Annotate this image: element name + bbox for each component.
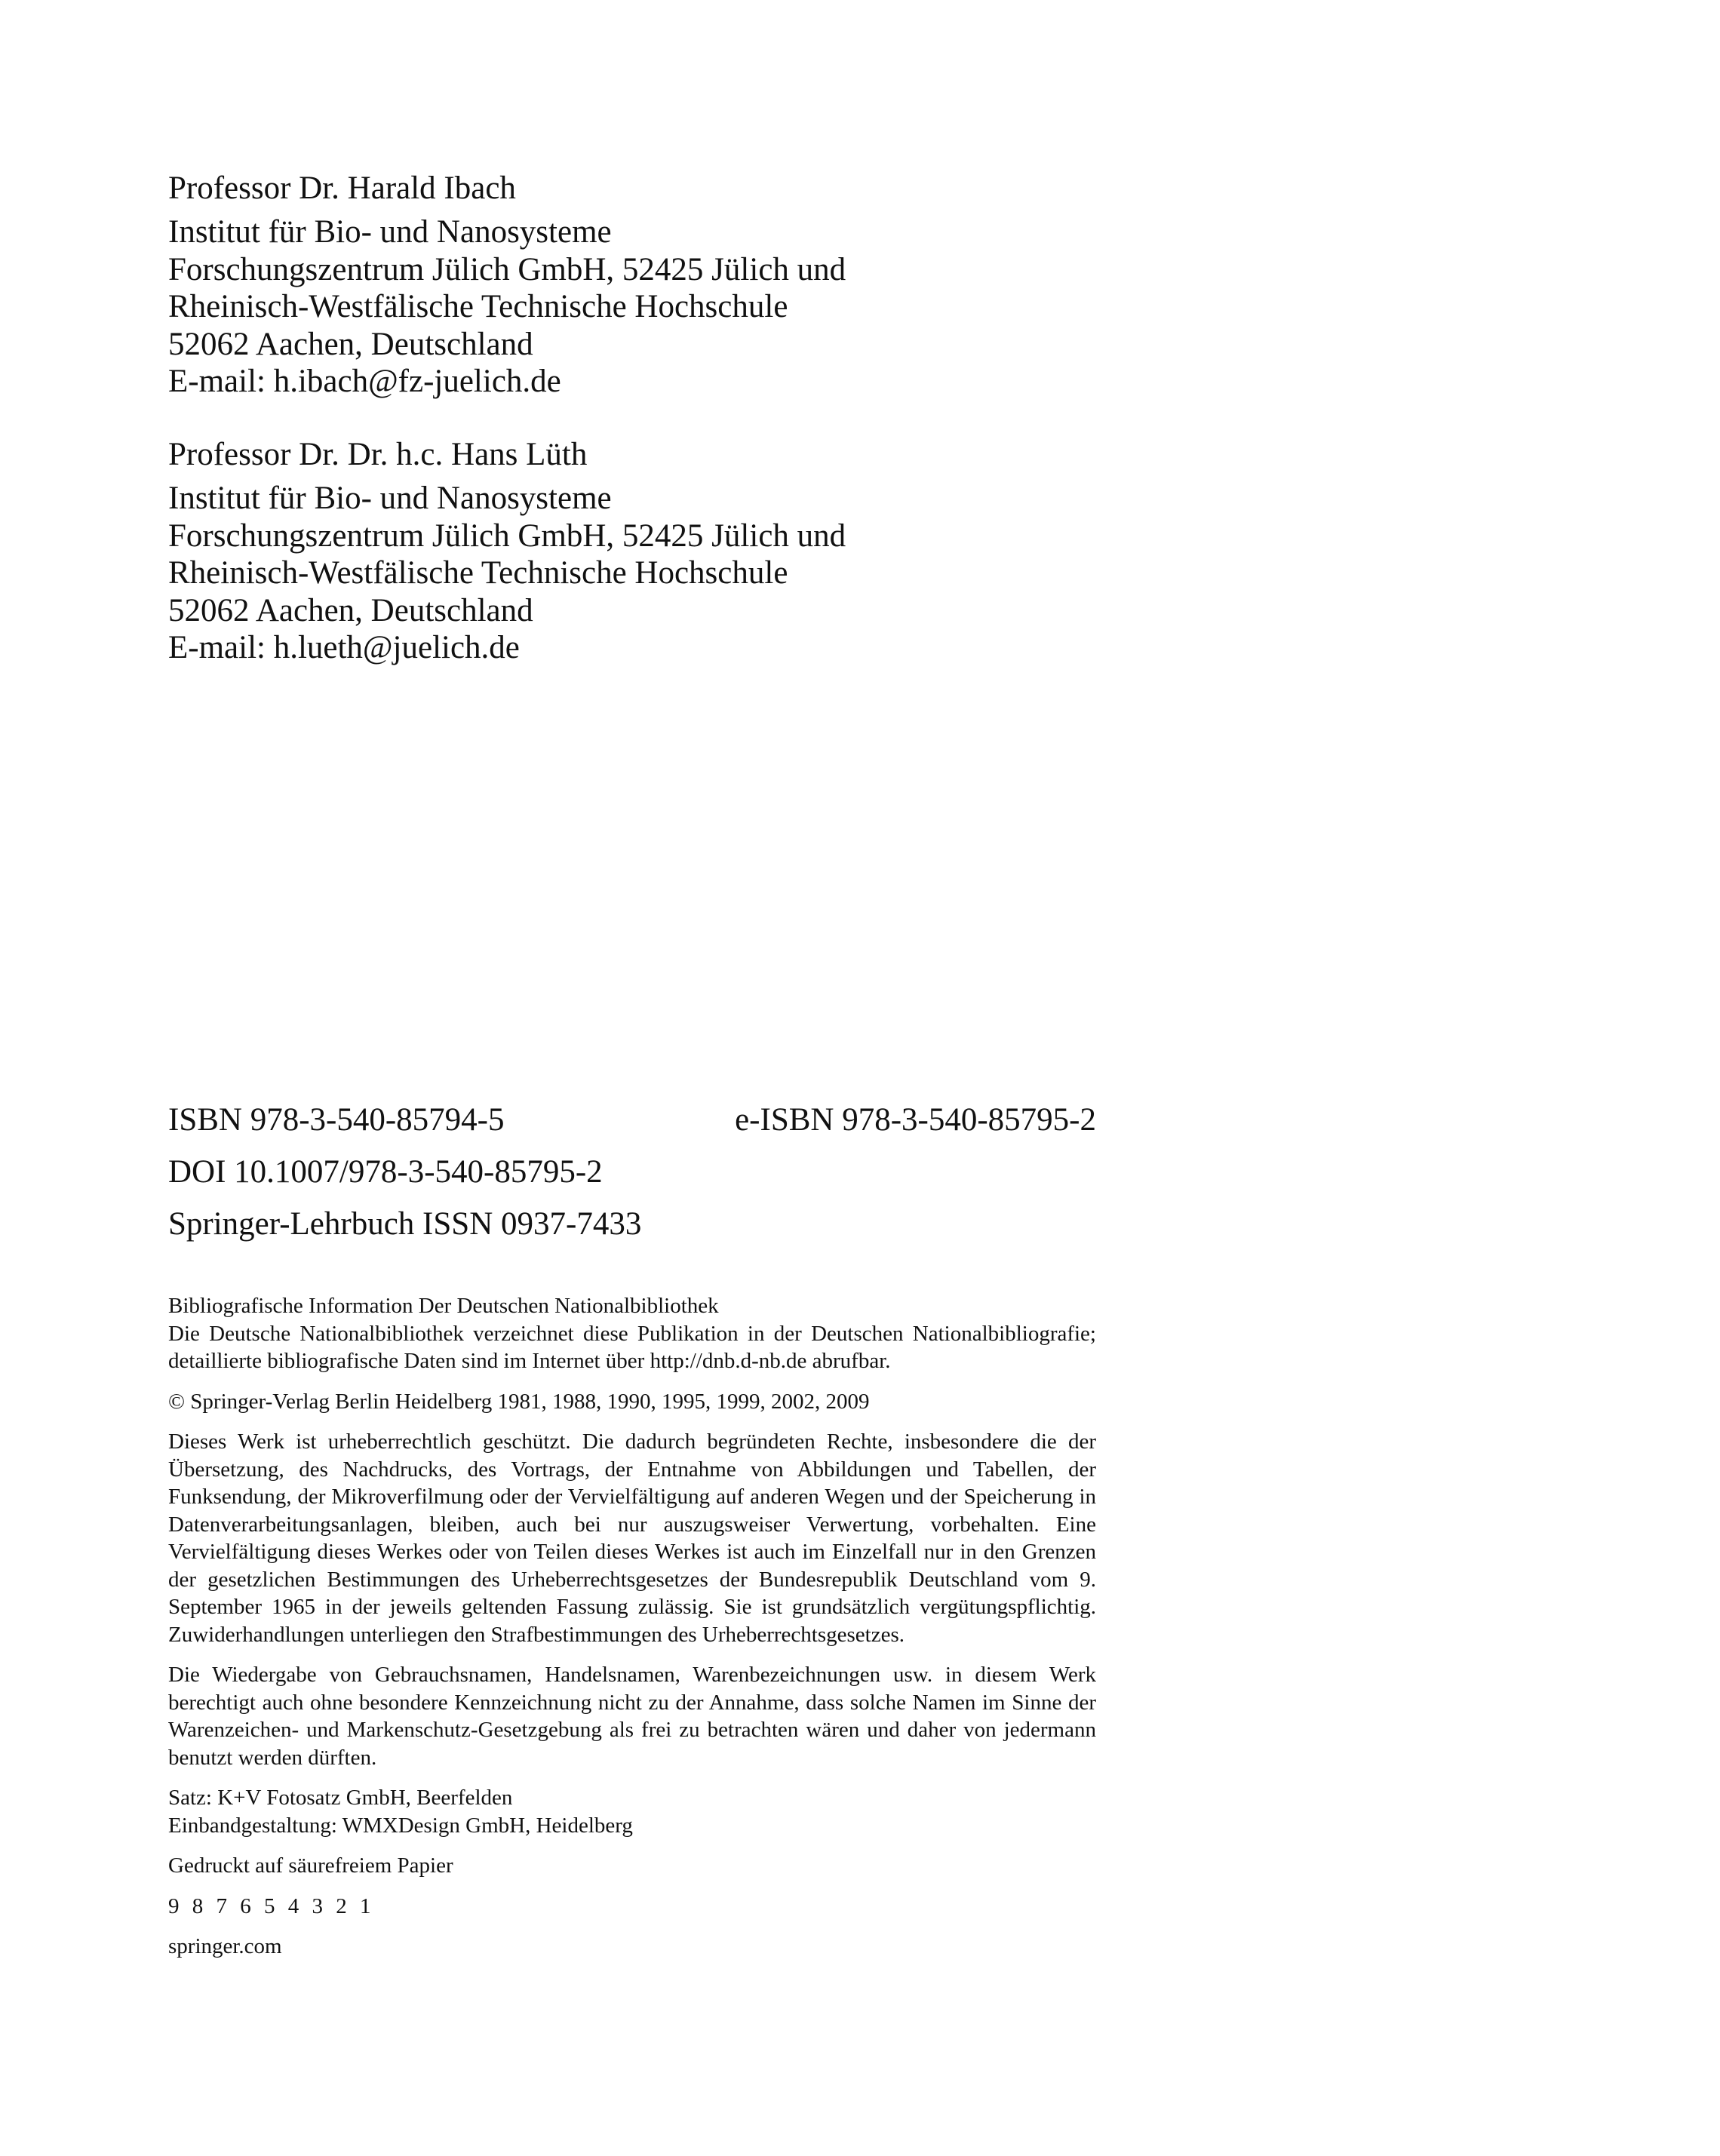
isbn-row [168,1101,1096,1139]
author-center: Forschungszentrum Jülich GmbH, 52425 Jülich und [168,251,846,287]
author-center: Forschungszentrum Jülich GmbH, 52425 Jülich und [168,518,846,554]
rights-paragraph: Dieses Werk ist urheberrechtlich geschützt. Die dadurch begründeten Rechte, insbesondere die der Übersetzung, des Nachdrucks, des Vortrags, der Entnahme von Abbildungen und Tabellen, der Funksendung, der Mikroverfilmung oder der Vervielfältigung auf anderen Wegen und der Speicherung in Datenverarbeitungsanlagen, bleiben, auch bei nur auszugsweiser Verwertung, vorbehalten. Eine Vervielfältigung dieses Werkes oder von Teilen dieses Werkes ist auch im Einzelfall nur in den Grenzen der gesetzlichen Bestimmungen des Urheberrechtsgesetzes der Bundesrepublik Deutschland vom 9. September 1965 in der jeweils geltenden Fassung zulässig. Sie ist grundsätzlich vergütungspflichtig. Zuwiderhandlungen unterliegen den Strafbestimmungen des Urheberrechtsgesetzes. [168,1430,1096,1647]
cover-design-credit: Einbandgestaltung: WMXDesign GmbH, Heidelberg [168,1813,633,1838]
author-email: E-mail: h.ibach@fz-juelich.de [168,364,561,399]
identifiers-block [168,1101,1096,1258]
author-city: 52062 Aachen, Deutschland [168,326,533,362]
author-university: Rheinisch-Westfälische Technische Hochschule [168,555,788,591]
print-line: 9 8 7 6 5 4 3 2 1 [168,1893,375,1918]
trademark-paragraph: Die Wiedergabe von Gebrauchsnamen, Handelsnamen, Warenbezeichnungen usw. in diesem Werk berechtigt auch ohne besondere Kennzeichnung nicht zu der Annahme, dass solche Namen im Sinne der Warenzeichen- und Markenschutz-Gesetzgebung als frei zu betrachten wären und daher von jedermann benutzt werden dürften. [168,1663,1096,1770]
author-institute: Institut für Bio- und Nanosysteme [168,481,612,516]
series-issn: Springer-Lehrbuch ISSN 0937-7433 [168,1206,642,1242]
production-credits [168,1784,1096,1839]
copyright-line: © Springer-Verlag Berlin Heidelberg 1981, 1988, 1990, 1995, 1999, 2002, 2009 [168,1389,870,1414]
bibliographic-heading: Bibliografische Information Der Deutschen Nationalbibliothek [168,1294,719,1318]
author-city: 52062 Aachen, Deutschland [168,592,533,628]
isbn: ISBN 978-3-540-85794-5 [168,1102,505,1138]
author-block-lueth [168,436,1149,667]
publisher-website[interactable]: springer.com [168,1934,282,1958]
author-university: Rheinisch-Westfälische Technische Hochschule [168,289,788,324]
author-institute: Institut für Bio- und Nanosysteme [168,214,612,250]
author-email: E-mail: h.lueth@juelich.de [168,630,520,665]
doi: DOI 10.1007/978-3-540-85795-2 [168,1154,603,1190]
author-name: Professor Dr. Harald Ibach [168,170,516,206]
bibliographic-text: Die Deutsche Nationalbibliothek verzeichnet diese Publikation in der Deutschen Nationalbibliografie; detaillierte bibliografische Daten sind im Internet über http://dnb.d-nb.de abrufbar. [168,1321,1096,1373]
author-block-ibach [168,170,1149,401]
e-isbn: e-ISBN 978-3-540-85795-2 [735,1102,1096,1138]
author-name: Professor Dr. Dr. h.c. Hans Lüth [168,437,588,472]
typesetting-credit: Satz: K+V Fotosatz GmbH, Beerfelden [168,1786,513,1810]
imprint-block [168,1292,1096,1973]
paper-note: Gedruckt auf säurefreiem Papier [168,1853,453,1878]
bibliographic-info [168,1292,1096,1375]
